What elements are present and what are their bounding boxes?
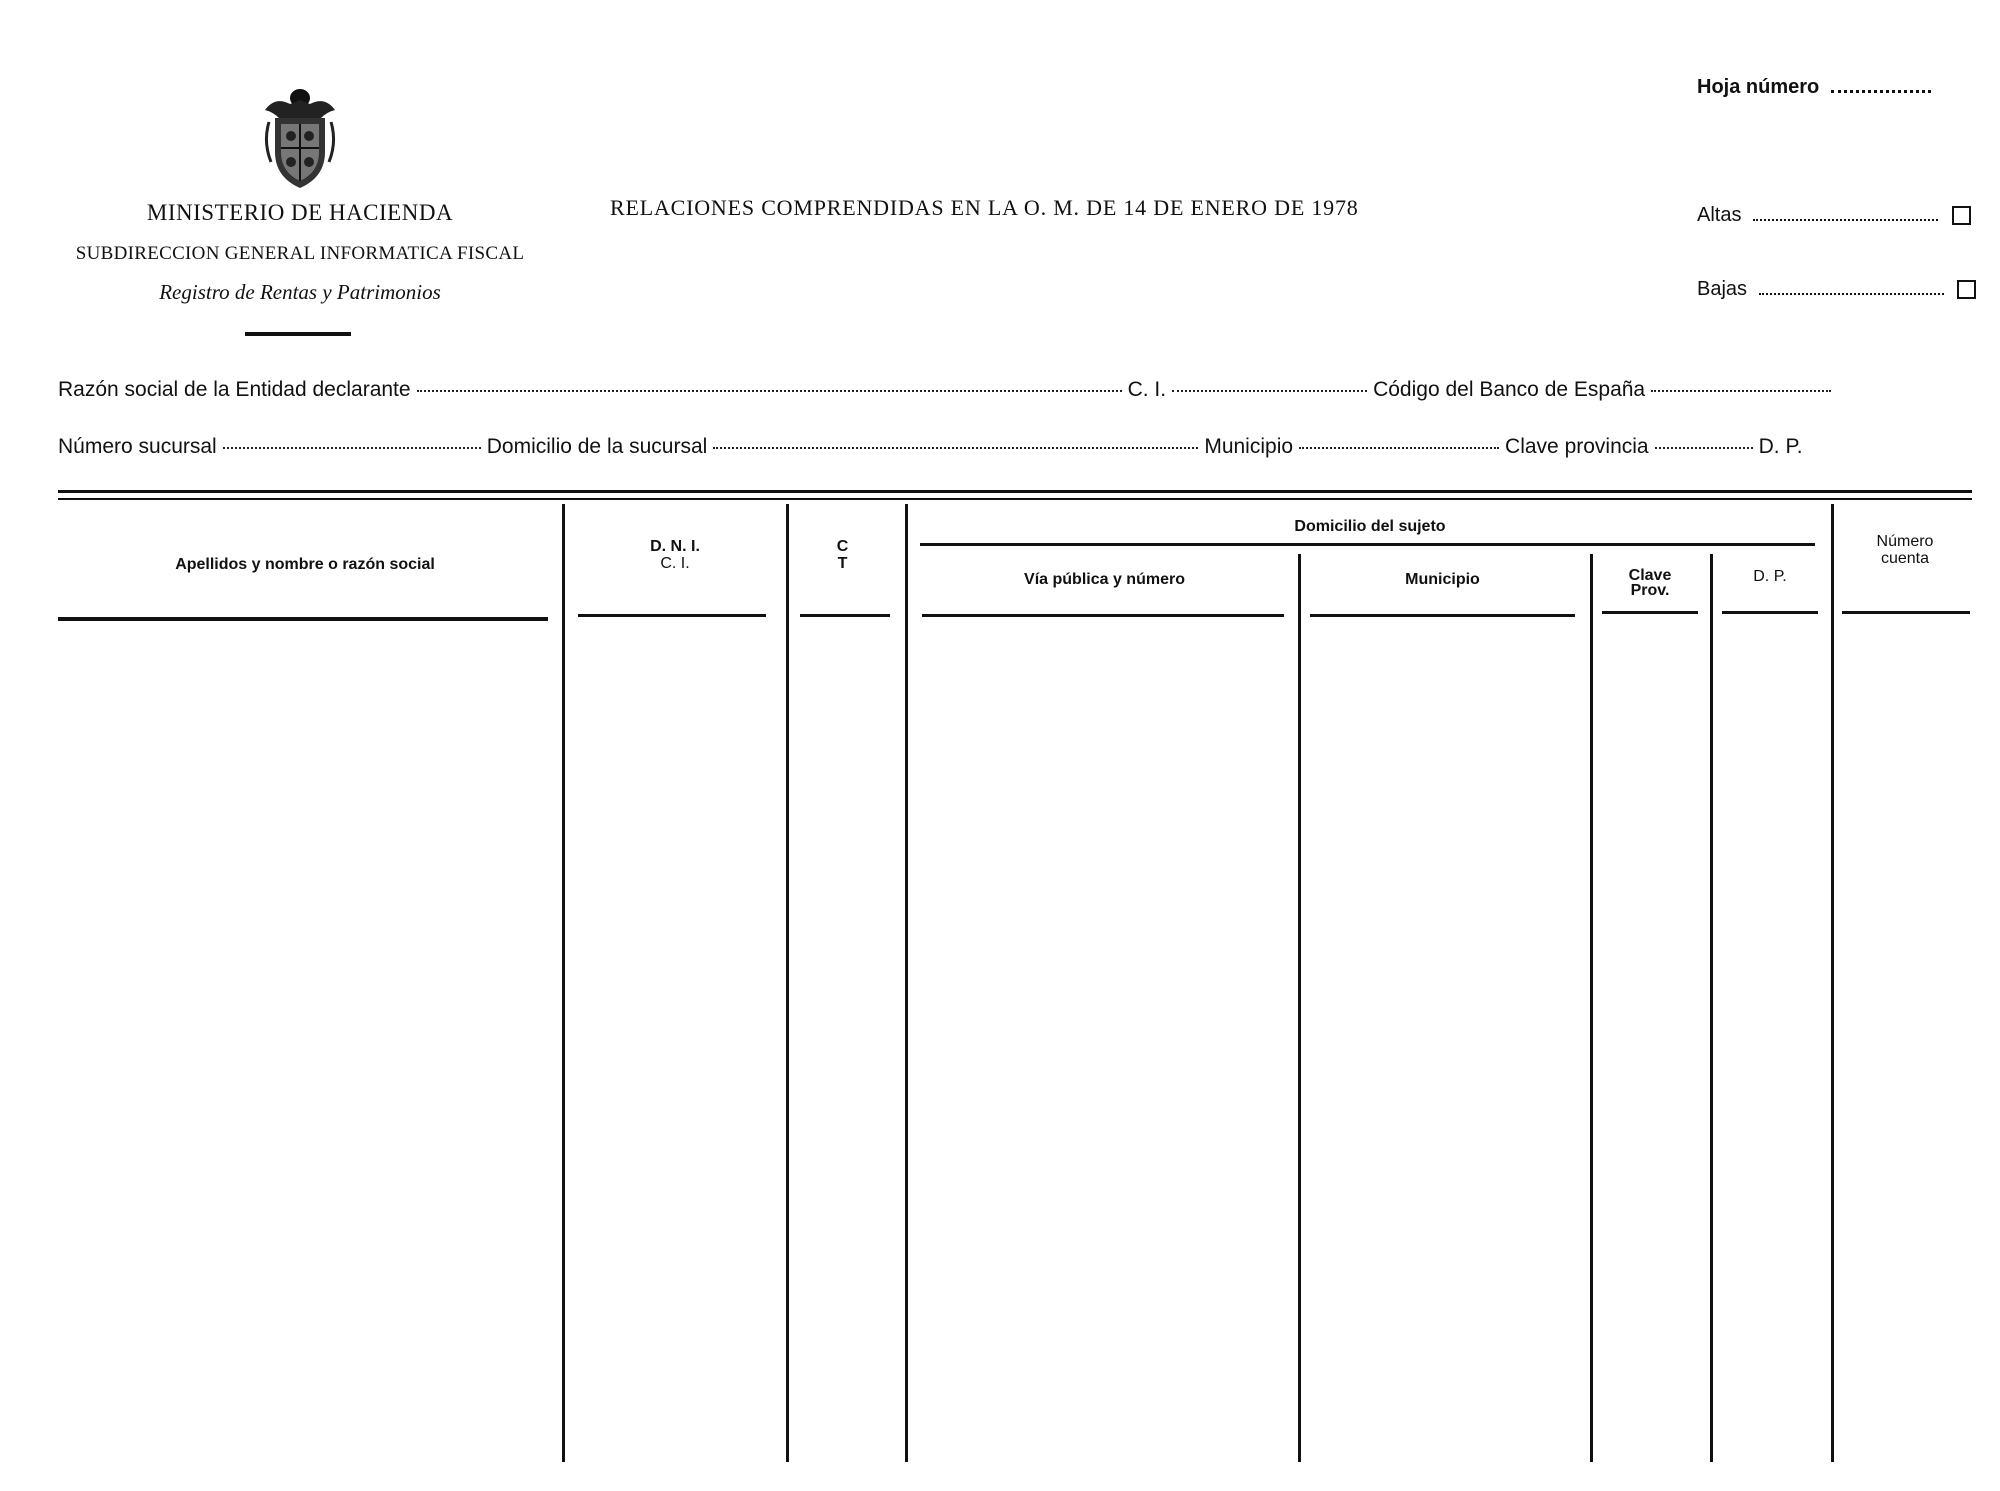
numero-sucursal-field[interactable] [223,446,481,449]
header-apellidos-underline [58,617,548,621]
header-numero-cuenta [1838,533,1972,567]
domicilio-sucursal-label: Domicilio de la sucursal [486,435,708,458]
header-dni-line1: D. N. I. [650,538,700,555]
domicilio-sucursal-field[interactable] [713,446,1198,449]
header-municipio-underline [1310,614,1575,617]
header-numero-underline [1842,611,1970,614]
header-divider [245,332,351,336]
clave-provincia-label: Clave provincia [1505,435,1649,458]
column-divider-5 [1590,554,1593,1462]
ci-field[interactable] [1172,389,1367,392]
column-divider-6 [1710,554,1713,1462]
header-via-text: Vía pública y número [1024,571,1185,588]
header-domicilio-underline [920,543,1815,546]
table-top-rule [58,490,1972,493]
table-top-rule-inner [58,498,1972,500]
altas-checkbox[interactable] [1952,206,1971,225]
column-divider-3 [905,504,908,1462]
municipio-label: Municipio [1204,435,1294,458]
header-ct-underline [800,614,890,617]
form-title: RELACIONES COMPRENDIDAS EN LA O. M. DE 14 DE ENERO DE 1978 [610,195,1359,220]
header-clave-line1: Clave [1628,567,1672,584]
coat-of-arms-emblem [255,82,345,192]
header-domicilio-text: Domicilio del sujeto [1294,518,1446,535]
column-divider-1 [562,504,565,1462]
bajas-option[interactable] [1697,278,1976,301]
column-divider-7 [1831,504,1834,1462]
codigo-banco-label: Código del Banco de España [1373,378,1646,401]
header-dp [1718,568,1822,585]
header-numero-line1: Número [1876,533,1934,550]
altas-dots [1753,219,1938,221]
ci-label: C. I. [1127,378,1167,401]
header-via [922,571,1287,588]
header-dp-underline [1722,611,1818,614]
header-apellidos-text: Apellidos y nombre o razón social [175,556,435,573]
header-numero-line2: cuenta [1880,550,1930,567]
altas-option[interactable] [1697,204,1971,227]
entity-info-row [58,378,1972,402]
branch-info-row [58,435,1972,459]
altas-label: Altas [1697,204,1742,226]
subdirection-name: SUBDIRECCION GENERAL INFORMATICA FISCAL [75,243,525,264]
bajas-dots [1759,293,1944,295]
header-ct [800,538,885,572]
bajas-checkbox[interactable] [1957,280,1976,299]
clave-provincia-field[interactable] [1655,446,1753,449]
registry-name: Registro de Rentas y Patrimonios [159,280,441,304]
column-divider-4 [1298,554,1301,1462]
numero-sucursal-label: Número sucursal [58,435,217,458]
header-dni-line2: C. I. [660,555,690,572]
header-dni [575,538,775,572]
header-dp-text: D. P. [1753,568,1787,585]
header-ct-line2: T [837,555,848,572]
header-clave-underline [1602,611,1698,614]
dp-label: D. P. [1758,435,1803,458]
sheet-number-field[interactable] [1697,76,1931,99]
header-municipio [1310,571,1575,588]
header-via-underline [922,614,1284,617]
header-dni-underline [578,614,766,617]
codigo-banco-field[interactable] [1651,389,1831,392]
municipio-field[interactable] [1299,446,1499,449]
header-ct-line1: C [836,538,849,555]
header-clave-line2: Prov. [1630,582,1670,599]
header-domicilio-group [920,518,1820,535]
razon-social-field[interactable] [417,389,1122,392]
sheet-number-label: Hoja número [1697,76,1820,98]
ministry-name: MINISTERIO DE HACIENDA [146,200,454,225]
sheet-number-dots [1831,90,1931,93]
column-divider-2 [786,504,789,1462]
header-municipio-text: Municipio [1405,571,1480,588]
bajas-label: Bajas [1697,278,1748,300]
razon-social-label: Razón social de la Entidad declarante [58,378,411,401]
header-clave [1600,568,1700,598]
header-apellidos [60,556,550,573]
